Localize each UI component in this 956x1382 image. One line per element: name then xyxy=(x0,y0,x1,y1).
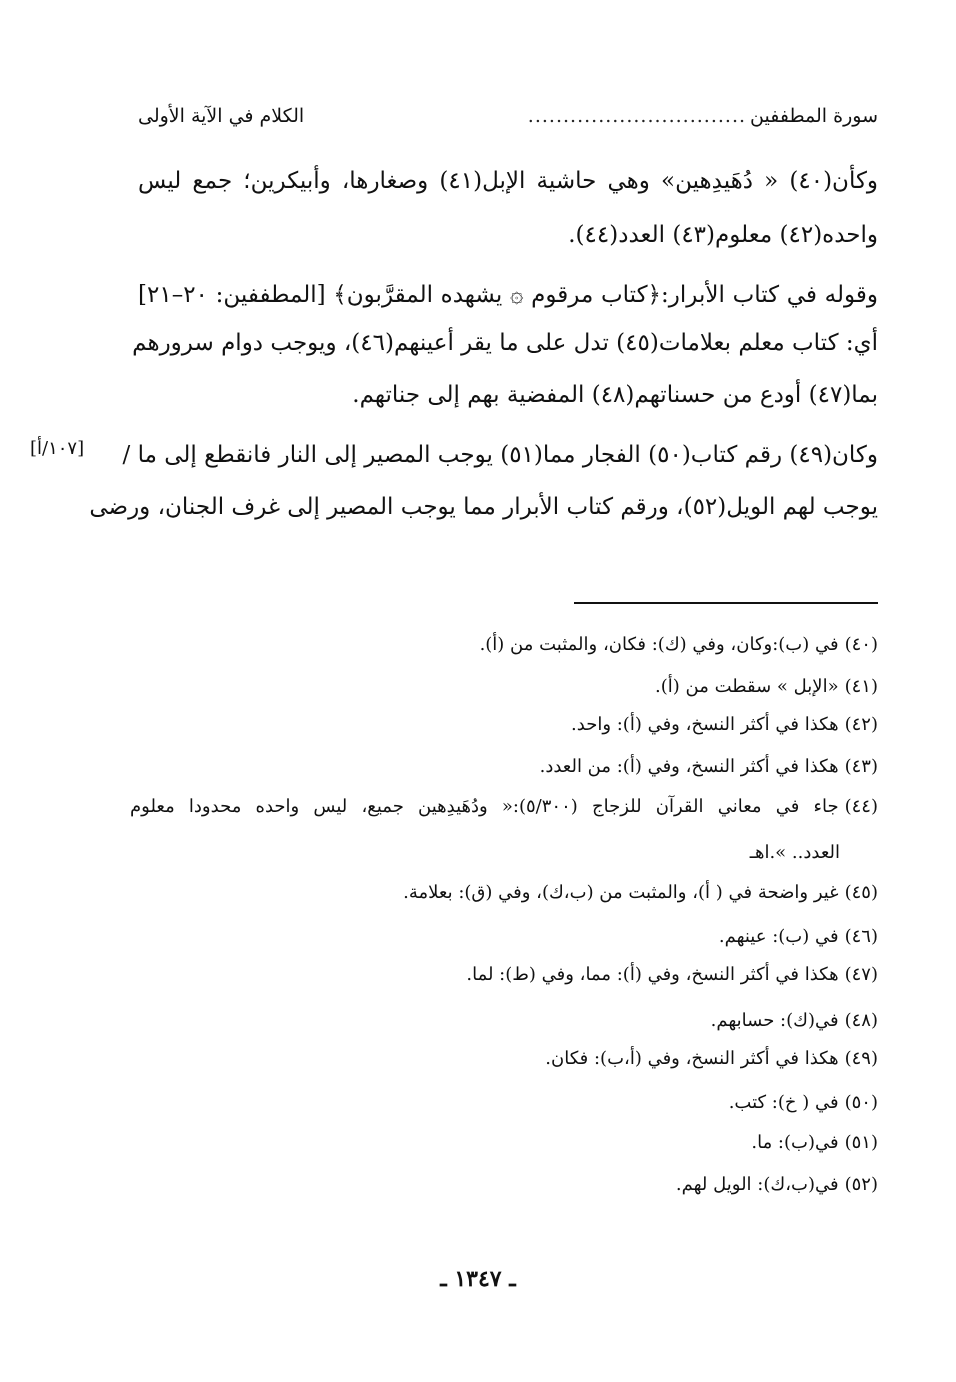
footnote xyxy=(130,794,878,820)
footnote-number: (٥٢) xyxy=(844,1174,878,1195)
footnote xyxy=(130,712,878,738)
header-section: الكلام في الآية الأولى xyxy=(138,105,305,127)
footnote xyxy=(130,1046,878,1072)
body-line: وكأن(٤٠) « دُهَيدِهين» وهي حاشية الإبل(٤١) وصغارها، وأبيكرين؛ جمع ليس xyxy=(138,168,879,194)
footnote xyxy=(130,1090,878,1116)
footnote-text: «الإبل » سقطت من (أ). xyxy=(655,676,839,697)
footnote xyxy=(130,1008,878,1034)
footnote-text: هكذا في أكثر النسخ، وفي (أ): واحد. xyxy=(571,714,839,735)
footnote xyxy=(130,1130,878,1156)
header-surah: سورة المطففين xyxy=(750,105,878,127)
running-header xyxy=(138,105,878,127)
manuscript-folio-reference: [١٠٧/أ] xyxy=(30,438,85,459)
footnote-text: في (ب): عينهم. xyxy=(718,926,839,947)
body-line: وكان(٤٩) رقم كتاب(٥٠) الفجار مما(٥١) يوجب المصير إلى النار فانقطع إلى ما / xyxy=(122,442,878,468)
footnote-text: في ( خ): كتب. xyxy=(728,1092,839,1113)
footnote xyxy=(130,924,878,950)
footnote xyxy=(130,632,878,658)
body-line: أي: كتاب معلم بعلامات(٤٥) تدل على ما يقر أعينهم(٤٦)، ويوجب دوام سرورهم xyxy=(132,330,878,356)
body-line: وقوله في كتاب الأبرار:﴿كتاب مرقوم ۞ يشهده المقرَّبون﴾ [المطففين: ٢٠–٢١] xyxy=(138,282,878,308)
footnote-number: (٥١) xyxy=(844,1132,878,1153)
footnote-number: (٤٦) xyxy=(844,926,878,947)
footnote-number: (٤٠) xyxy=(844,634,878,655)
footnote-number: (٤٤) xyxy=(844,796,878,817)
footnote xyxy=(130,754,878,780)
footnote-text: هكذا في أكثر النسخ، وفي (أ): مما، وفي (ط): لما. xyxy=(466,964,839,985)
header-dots: ............................... xyxy=(527,105,747,127)
footnote-text: هكذا في أكثر النسخ، وفي (أ): من العدد. xyxy=(539,756,839,777)
footnote-text: في(ب): ما. xyxy=(751,1132,839,1153)
footnote-number: (٤١) xyxy=(844,676,878,697)
footnote xyxy=(130,1172,878,1198)
page-number: ـ ١٣٤٧ ـ xyxy=(440,1266,516,1292)
footnote-number: (٤٢) xyxy=(844,714,878,735)
footnote-number: (٤٨) xyxy=(844,1010,878,1031)
body-line: واحده(٤٢) معلوم(٤٣) العدد(٤٤). xyxy=(568,222,878,248)
footnote-number: (٥٠) xyxy=(844,1092,878,1113)
footnote-text: غير واضحة في ( أ)، والمثبت من (ب،ك)، وفي (ق): بعلامة. xyxy=(403,882,839,903)
footnote-continuation xyxy=(130,840,840,866)
footnote-text: العدد.. ».اهـ xyxy=(749,842,840,863)
footnote-text: في(ك): حسابهم. xyxy=(710,1010,839,1031)
footnote-separator xyxy=(574,602,878,604)
footnote-text: هكذا في أكثر النسخ، وفي (أ،ب): فكان. xyxy=(545,1048,839,1069)
footnote xyxy=(130,880,878,906)
footnote xyxy=(130,962,878,988)
footnote-number: (٤٥) xyxy=(844,882,878,903)
footnote xyxy=(130,674,878,700)
footnote-number: (٤٧) xyxy=(844,964,878,985)
footnote-text: في(ب،ك): الويل لهم. xyxy=(675,1174,839,1195)
body-line: يوجب لهم الويل(٥٢)، ورقم كتاب الأبرار مما يوجب المصير إلى غرف الجنان، ورضى xyxy=(89,494,878,520)
body-line: بما(٤٧) أودع من حسناتهم(٤٨) المفضية بهم إلى جناتهم. xyxy=(352,382,878,408)
footnote-number: (٤٩) xyxy=(844,1048,878,1069)
footnote-number: (٤٣) xyxy=(844,756,878,777)
footnote-text: جاء في معاني القرآن للزجاج (٥/٣٠٠):« ودُهَيدِهين جميع، ليس واحده محدودا معلوم xyxy=(130,796,839,817)
footnote-text: في (ب):وكان، وفي (ك): فكان، والمثبت من (أ). xyxy=(479,634,839,655)
